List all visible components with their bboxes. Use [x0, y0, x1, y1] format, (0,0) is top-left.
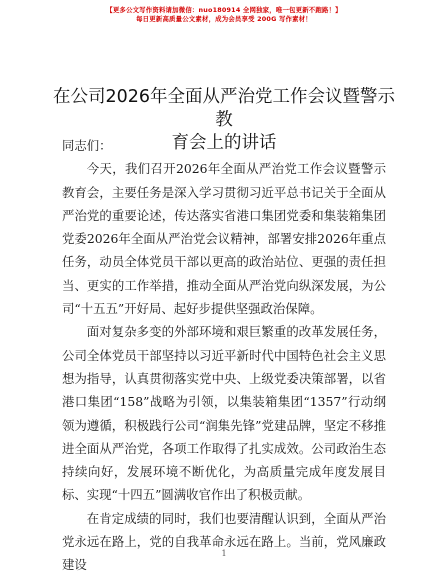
paragraph-2: 面对复杂多变的外部环境和艰巨繁重的改革发展任务，公司全体党员干部坚持以习近平新时代中国特色社会主义思想为指导，认真贯彻落实党中央、上级党委决策部署，以省港口集团“158”战略为引领，以集装箱集团“1357”行动纲领为遵循，积极践行公司“润集先锋”党建品牌，坚定不移推进全面从严治党，各项工作取得了扎实成效。公司政治生态持续向好，发展环境不断优化，为高质量完成年度发展目标、实现“十四五”圆满收官作出了积极贡献。	[62, 324, 386, 503]
salutation: 同志们：	[62, 138, 112, 153]
page-number: 1	[221, 549, 227, 558]
promo-banner	[0, 6, 448, 24]
document-title-line1: 在公司2026年全面从严治党工作会议暨警示教	[52, 87, 396, 130]
promo-banner-line1: 【更多公文写作资料请加微信：nuo180914 全网独家，唯一包更新不跑路！】	[106, 6, 342, 14]
paragraph-1: 今天，我们召开2026年全面从严治党工作会议暨警示教育会，主要任务是深入学习贯彻习近平总书记关于全面从严治党的重要论述，传达落实省港口集团党委和集装箱集团党委2026年全面从严治党会议精神，部署安排2026年重点任务，动员全体党员干部以更高的政治站位、更强的责任担当、更实的工作举措，推动全面从严治党向纵深发展，为公司“十五五”开好局、起好步提供坚强政治保障。	[62, 161, 386, 317]
promo-banner-line2: 每日更新高质量公文素材，成为会员享受 200G 写作素材！	[136, 15, 312, 23]
paragraph-3: 在肯定成绩的同时，我们也要清醒认识到，全面从严治党永远在路上，党的自我革命永远在路上。当前，党风廉政建设	[62, 510, 386, 573]
document-body	[62, 134, 386, 577]
document-title-line2: 育会上的讲话	[171, 133, 277, 153]
